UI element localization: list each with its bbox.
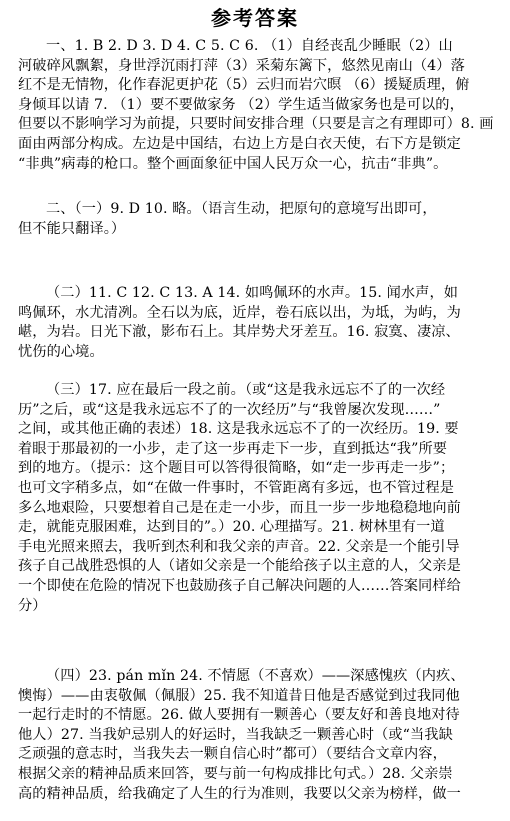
text-line: 面由两部分构成。左边是中国结，右边上方是白衣天使，右下方是锁定 (18, 135, 461, 152)
text-line: 也可文字稍多点，如“在做一件事时，不管距离有多远，也不管过程是 (18, 479, 454, 496)
text-line: 河破碎风飘絮，身世浮沉雨打萍（3）采菊东篱下，悠然见南山（4）落 (18, 57, 465, 74)
text-line: 之间，或其他正确的表述）18. 这是我永远忘不了的一次经历。19. 要 (18, 421, 459, 438)
text-line: 到的地方。（提示：这个题目可以答得很简略，如“走一步再走一步”； (18, 460, 455, 477)
text-line: 历”之后，或“这是我永远忘不了的一次经历”与“我曾屡次发现……” (18, 401, 441, 418)
page-title: 参考答案 (211, 6, 299, 30)
text-line: 高的精神品质，给我确定了人生的行为准则，我要以父亲为榜样，做一 (18, 785, 461, 802)
text-line: 一起行走时的不情愿。26. 做人要拥有一颗善心（要友好和善良地对待 (18, 707, 460, 724)
answer-section-5 (18, 667, 494, 804)
text-line: 走，就能克服困难，达到目的”。）20. 心理描写。21. 树林里有一道 (18, 519, 445, 536)
text-line: 但要以不影响学习为前提，只要时间安排合理（只要是言之有理即可）8. 画 (18, 116, 494, 133)
text-line: （二）11. C 12. C 13. A 14. 如鸣佩环的水声。15. 闻水声，如 (46, 285, 459, 301)
text-line: 分） (18, 597, 47, 614)
answer-section-3 (18, 284, 494, 362)
text-line: （三）17. 应在最后一段之前。（或“这是我永远忘不了的一次经 (46, 382, 446, 398)
text-line: 懊悔）——由衷敬佩（佩服）25. 我不知道昔日他是否感觉到过我同他 (18, 687, 460, 704)
text-line: 二、（一）9. D 10. 略。（语言生动，把原句的意境写出即可， (46, 201, 437, 217)
text-line: 忧伤的心境。 (18, 343, 104, 360)
text-line: 多么地艰险，只要想着自己是在走一小步，而且一步一步地稳稳地向前 (18, 499, 461, 516)
text-line: “非典”病毒的枪口。整个画面象征中国人民万众一心，抗击“非典”。 (18, 155, 448, 172)
text-line: 一个即使在危险的情况下也鼓励孩子自己解决问题的人……答案同样给 (18, 577, 461, 594)
text-line: 乏顽强的意志时，当我失去一颗自信心时”都可）（要结合文章内容， (18, 746, 447, 763)
text-line: 但不能只翻译。） (18, 220, 126, 237)
answer-section-1 (18, 37, 494, 174)
text-line: 鸣佩环，水尤清冽。全石以为底，近岸，卷石底以出，为坻，为屿，为 (18, 304, 461, 321)
text-line: 孩子自己战胜恐惧的人（诸如父亲是一个能给孩子以主意的人，父亲是 (18, 558, 461, 575)
text-line: 根据父亲的精神品质来回答，要与前一句构成排比句式。）28. 父亲崇 (18, 765, 453, 782)
answer-section-4 (18, 381, 494, 616)
text-line: 嵁，为岩。日光下澈，影布石上。其岸势犬牙差互。16. 寂寞、凄凉、 (18, 324, 460, 341)
text-line: 手电光照来照去，我听到杰利和我父亲的声音。22. 父亲是一个能引导 (18, 538, 460, 555)
text-line: （四）23. pán mǐn 24. 不情愿（不喜欢）——深感愧疚（内疚、 (46, 668, 465, 684)
text-line: 他人）27. 当我妒忌别人的好运时，当我缺乏一颗善心时（或“当我缺 (18, 726, 453, 743)
text-line: 着眼于那最初的一小步，走了这一步再走下一步，直到抵达“我”所要 (18, 440, 448, 457)
answer-section-2 (18, 200, 494, 239)
text-line: 身倾耳以请 7. （1）要不要做家务 （2）学生适当做家务也是可以的， (18, 96, 464, 113)
text-line: 红不是无情物，化作春泥更护花（5）云归而岩穴暝 （6）援疑质理，俯 (18, 77, 470, 94)
text-line: 一、1. B 2. D 3. D 4. C 5. C 6. （1）自经丧乱少睡眠（2）山 (46, 38, 453, 54)
